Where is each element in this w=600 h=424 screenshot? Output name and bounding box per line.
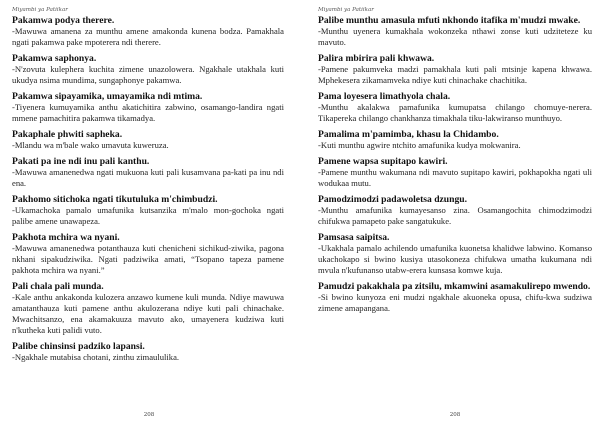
- proverb-explanation: -Mlandu wa m'bale wako umavuta kuweruza.: [12, 140, 169, 150]
- proverb-explanation: -N'zovuta kulephera kuchita zimene unazolowera. Ngakhale utakhala kuti ukudya nsima mundima, sungaphonye pakamwa.: [12, 64, 284, 85]
- proverb-entry: [318, 156, 592, 189]
- proverb-explanation: -Mawuwa amanenedwa potanthauza kuti chenicheni sichikud-ziwika, pagona nkhani sipakudziwika. Ngati padziwika amati, “Tsopano tapeza pamene pakhota mchira wa nyani.”: [12, 243, 284, 275]
- running-head: Miyambi ya Patiikar: [318, 7, 374, 13]
- page-number: 208: [143, 412, 155, 418]
- proverb-explanation: -Tiyenera kumuyamika anthu akatichitira zabwino, osamango-landira ngati mmene pamachitira pakamwa tikamadya.: [12, 102, 284, 123]
- proverb-entry: [12, 15, 284, 48]
- proverb-title: Palira mbirira pali khwawa.: [318, 53, 435, 64]
- proverb-entry: [318, 91, 592, 124]
- proverb-title: Pakamwa saphonya.: [12, 53, 97, 64]
- proverb-title: Pama loyesera limathyola chala.: [318, 91, 451, 102]
- proverb-entry: [318, 194, 592, 227]
- proverb-title: Pakhota mchira wa nyani.: [12, 232, 120, 243]
- proverb-title: Pakamwa podya therere.: [12, 15, 115, 26]
- proverb-title: Pamene wapsa supitapo kawiri.: [318, 156, 448, 167]
- proverb-entry: [12, 194, 284, 227]
- proverb-entry: [12, 341, 284, 363]
- proverb-explanation: -Munthu akalakwa pamafunika kumupatsa chilango chomuye-nerera. Tikapereka chilango chankhanza timakhala tiku-lakwiranso munthuyo.: [318, 102, 592, 123]
- proverb-title: Pali chala pali munda.: [12, 281, 104, 292]
- proverb-title: Pamsasa saipitsa.: [318, 232, 390, 243]
- entry-list: [12, 15, 284, 363]
- page-number: 208: [449, 412, 461, 418]
- proverb-title: Pakhomo sitichoka ngati tikutuluka m'chimbudzi.: [12, 194, 218, 205]
- proverb-entry: [318, 15, 592, 48]
- proverb-explanation: -Kale anthu ankakonda kulozera anzawo kumene kuli munda. Ndiye mawuwa amatanthauza kuti pamene anthu akulozerana ndiye kuti pali chinachake. Mwachitsanzo, ena akamakuuza mavuto ako, umayenera kudziwa kuti n'kutheka kuti palidi vuto.: [12, 292, 284, 335]
- proverb-explanation: -Si bwino kunyoza eni mudzi ngakhale akuoneka opusa, chifu-kwa sudziwa zimene amapangana.: [318, 292, 592, 313]
- proverb-entry: [12, 232, 284, 276]
- proverb-entry: [12, 91, 284, 124]
- proverb-explanation: -Munthu uyenera kumakhala wokonzeka nthawi zonse kuti udziteteze ku mavuto.: [318, 26, 592, 47]
- proverb-entry: [318, 232, 592, 276]
- proverb-explanation: -Ukakhala pamalo achilendo umafunika kuonetsa khalidwe labwino. Komanso ukachokapo si bwino kusiya utasokoneza chifukwa umatha kukumana ndi mvula n'kufunanso utabw-erera kunsasa komwe kuja.: [318, 243, 592, 275]
- proverb-title: Pamalima m'pamimba, khasu la Chidambo.: [318, 129, 499, 140]
- proverb-explanation: -Kuti munthu agwire ntchito amafunika kudya mokwanira.: [318, 140, 521, 150]
- proverb-explanation: -Pamene munthu wakumana ndi mavuto supitapo kawiri, pokhapokha ngati uli wodukaa mutu.: [318, 167, 592, 188]
- proverb-entry: [12, 129, 284, 151]
- proverb-title: Pakamwa sipayamika, umayamika ndi mtima.: [12, 91, 203, 102]
- entry-list: [318, 15, 592, 314]
- proverb-entry: [12, 156, 284, 189]
- proverb-title: Pamudzi pakakhala pa zitsilu, mkamwini asamakulirepo mwendo.: [318, 281, 591, 292]
- proverb-explanation: -Munthu amafunika kumayesanso zina. Osamangochita chimodzimodzi chifukwa pamapeto pake sangatukuke.: [318, 205, 592, 226]
- proverb-entry: [12, 53, 284, 86]
- proverb-explanation: -Mawuwa amanena za munthu amene amakonda kunena bodza. Pamakhala ngati pakamwa pake mpoterera ndi therere.: [12, 26, 284, 47]
- right-page: [314, 0, 596, 424]
- proverb-title: Pakaphale phwiti sapheka.: [12, 129, 123, 140]
- proverb-title: Pakati pa ine ndi inu pali kanthu.: [12, 156, 150, 167]
- proverb-entry: [318, 53, 592, 86]
- proverb-entry: [318, 129, 592, 151]
- proverb-explanation: -Pamene pakumveka madzi pamakhala kuti pali mtsinje kapena khwawa. Mphekesera zikamamveka ndiye kuti chinachake chachitika.: [318, 64, 592, 85]
- proverb-title: Palibe munthu amasula mfuti nkhondo itafika m'mudzi mwake.: [318, 15, 581, 26]
- proverb-entry: [318, 281, 592, 314]
- proverb-title: Pamodzimodzi padawoletsa dzungu.: [318, 194, 467, 205]
- proverb-explanation: -Ngakhale mutabisa chotani, zinthu zimaululika.: [12, 352, 180, 362]
- proverb-explanation: -Ukamachoka pamalo umafunika kutsanzika m'malo mon-gochoka ngati palibe amene unawapeza.: [12, 205, 284, 226]
- proverb-explanation: -Mawuwa amanenedwa ngati mukuona kuti pali kusamvana pa-kati pa inu ndi ena.: [12, 167, 284, 188]
- left-page: [8, 0, 290, 424]
- proverb-title: Palibe chinsinsi padziko lapansi.: [12, 341, 145, 352]
- proverb-entry: [12, 281, 284, 336]
- running-head: Miyambi ya Patiikar: [12, 7, 68, 13]
